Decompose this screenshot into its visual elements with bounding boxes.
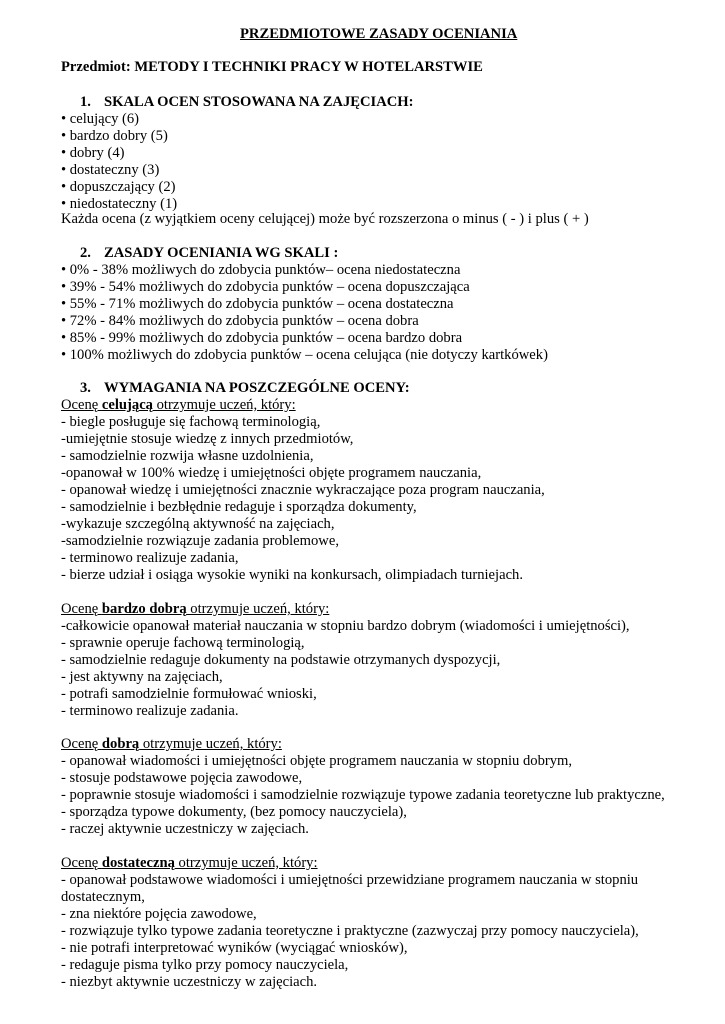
list-item: • 39% - 54% możliwych do zdobycia punktów – ocena dopuszczająca — [61, 279, 470, 295]
list-item: - biegle posługuje się fachową terminologią, — [61, 414, 321, 430]
list-item: - redaguje pisma tylko przy pomocy nauczyciela, — [61, 957, 349, 973]
subject-line: Przedmiot: METODY I TECHNIKI PRACY W HOTELARSTWIE — [61, 59, 483, 75]
list-item: - niezbyt aktywnie uczestniczy w zajęciach. — [61, 974, 318, 990]
list-item: -umiejętnie stosuje wiedzę z innych przedmiotów, — [61, 431, 354, 447]
list-item: • 72% - 84% możliwych do zdobycia punktów – ocena dobra — [61, 313, 419, 329]
scale-note: Każda ocena (z wyjątkiem oceny celującej) może być rozszerzona o minus ( - ) i plus ( + ) — [61, 211, 589, 227]
grade-heading-celujaca — [61, 397, 296, 414]
grade-prefix: Ocenę — [61, 736, 102, 752]
list-item: • 55% - 71% możliwych do zdobycia punktów – ocena dostateczna — [61, 296, 454, 312]
section-number: 2. — [80, 245, 91, 261]
section-title: SKALA OCEN STOSOWANA NA ZAJĘCIACH: — [104, 94, 414, 110]
list-item: -wykazuje szczególną aktywność na zajęciach, — [61, 516, 335, 532]
page-title: PRZEDMIOTOWE ZASADY OCENIANIA — [240, 26, 518, 42]
list-item: • dobry (4) — [61, 145, 125, 161]
list-item: -opanował w 100% wiedzę i umiejętności objęte programem nauczania, — [61, 465, 482, 481]
list-item: - samodzielnie rozwija własne uzdolnienia, — [61, 448, 314, 464]
grade-suffix: otrzymuje uczeń, który: — [152, 397, 296, 413]
grade-prefix: Ocenę — [61, 397, 102, 413]
list-item: - nie potrafi interpretować wyników (wyciągać wniosków), — [61, 940, 408, 956]
list-item: • bardzo dobry (5) — [61, 128, 168, 144]
grade-suffix: otrzymuje uczeń, który: — [186, 601, 330, 617]
list-item: - terminowo realizuje zadania. — [61, 703, 239, 719]
grade-name: bardzo dobrą — [101, 601, 187, 617]
grade-suffix: otrzymuje uczeń, który: — [174, 855, 318, 871]
list-item: -samodzielnie rozwiązuje zadania problemowe, — [61, 533, 339, 549]
grade-prefix: Ocenę — [61, 855, 102, 871]
list-item: - opanował wiedzę i umiejętności znacznie wykraczające poza program nauczania, — [61, 482, 545, 498]
grade-prefix: Ocenę — [61, 601, 102, 617]
list-item: dostatecznym, — [61, 889, 145, 905]
grade-heading-dobra — [61, 736, 282, 753]
section-1-heading — [80, 94, 414, 111]
list-item: • dopuszczający (2) — [61, 179, 176, 195]
list-item: • dostateczny (3) — [61, 162, 160, 178]
list-item: • niedostateczny (1) — [61, 196, 178, 212]
section-2-heading — [80, 245, 338, 262]
list-item: - raczej aktywnie uczestniczy w zajęciach. — [61, 821, 309, 837]
grade-name: dostateczną — [101, 855, 175, 871]
list-item: • 100% możliwych do zdobycia punktów – ocena celująca (nie dotyczy kartkówek) — [61, 347, 548, 363]
list-item: - bierze udział i osiąga wysokie wyniki na konkursach, olimpiadach turniejach. — [61, 567, 523, 583]
list-item: • 85% - 99% możliwych do zdobycia punktów – ocena bardzo dobra — [61, 330, 463, 346]
section-3-heading — [80, 380, 410, 397]
list-item: - poprawnie stosuje wiadomości i samodzielnie rozwiązuje typowe zadania teoretyczne lub praktyczne, — [61, 787, 665, 803]
grade-heading-bardzo-dobra — [61, 601, 329, 618]
list-item: - samodzielnie redaguje dokumenty na podstawie otrzymanych dyspozycji, — [61, 652, 501, 668]
list-item: - opanował podstawowe wiadomości i umiejętności przewidziane programem nauczania w stopniu — [61, 872, 639, 888]
grade-heading-dostateczna — [61, 855, 318, 872]
list-item: - terminowo realizuje zadania, — [61, 550, 239, 566]
section-title: ZASADY OCENIANIA WG SKALI : — [104, 245, 339, 261]
list-item: - samodzielnie i bezbłędnie redaguje i sporządza dokumenty, — [61, 499, 417, 515]
section-title: WYMAGANIA NA POSZCZEGÓLNE OCENY: — [104, 380, 410, 396]
list-item: • 0% - 38% możliwych do zdobycia punktów– ocena niedostateczna — [61, 262, 461, 278]
list-item: • celujący (6) — [61, 111, 140, 127]
list-item: - stosuje podstawowe pojęcia zawodowe, — [61, 770, 303, 786]
list-item: - sprawnie operuje fachową terminologią, — [61, 635, 305, 651]
list-item: -całkowicie opanował materiał nauczania w stopniu bardzo dobrym (wiadomości i umiejętności), — [61, 618, 630, 634]
list-item: - jest aktywny na zajęciach, — [61, 669, 223, 685]
list-item: - sporządza typowe dokumenty, (bez pomocy nauczyciela), — [61, 804, 407, 820]
grade-name: dobrą — [101, 736, 140, 752]
section-number: 3. — [80, 380, 91, 396]
list-item: - opanował wiadomości i umiejętności objęte programem nauczania w stopniu dobrym, — [61, 753, 573, 769]
list-item: - zna niektóre pojęcia zawodowe, — [61, 906, 257, 922]
list-item: - potrafi samodzielnie formułować wnioski, — [61, 686, 317, 702]
grade-name: celującą — [101, 397, 153, 413]
list-item: - rozwiązuje tylko typowe zadania teoretyczne i praktyczne (zazwyczaj przy pomocy nauczyciela), — [61, 923, 639, 939]
grade-suffix: otrzymuje uczeń, który: — [139, 736, 282, 752]
section-number: 1. — [80, 94, 91, 110]
